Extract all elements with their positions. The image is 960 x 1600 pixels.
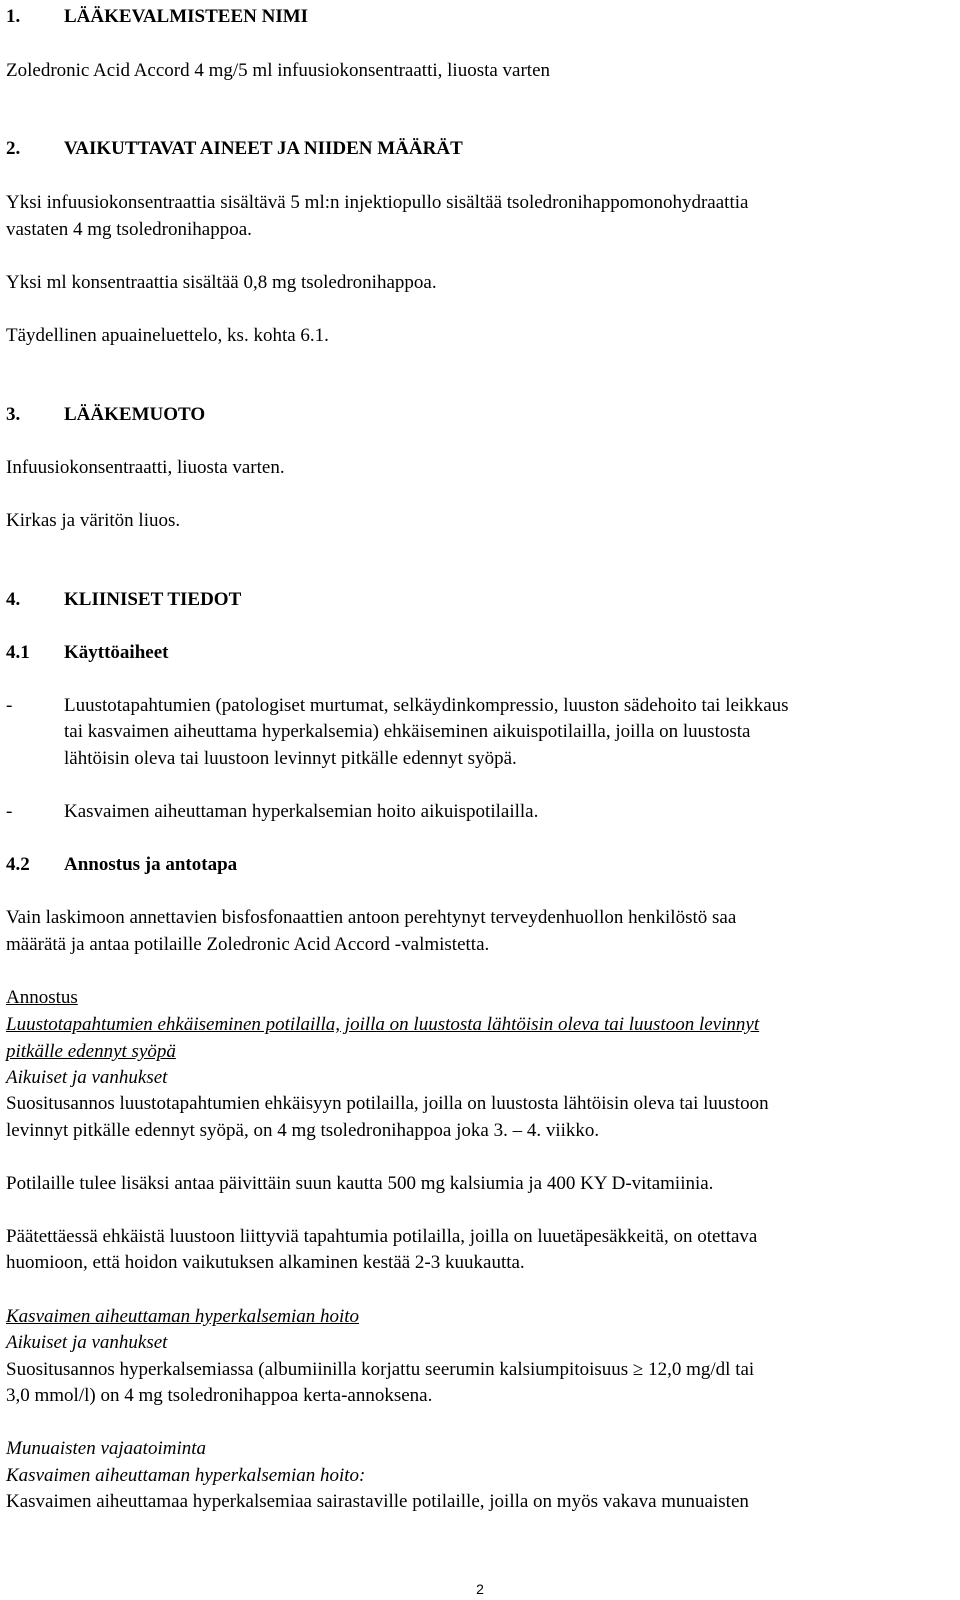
section-number: 1. [6,6,21,27]
section-title: Annostus ja antotapa [64,854,238,875]
paragraph: Yksi ml konsentraattia sisältää 0,8 mg tsoledronihappoa. [6,272,437,293]
section-title: LÄÄKEVALMISTEEN NIMI [64,6,309,27]
section-2-heading [6,139,463,158]
paragraph-line: vastaten 4 mg tsoledronihappoa. [6,219,252,240]
paragraph-line: Yksi infuusiokonsentraattia sisältävä 5 ml:n injektiopullo sisältää tsoledronihappomonohydraattia [6,192,749,213]
subheading-line: pitkälle edennyt syöpä [6,1041,176,1062]
bullet-line: Kasvaimen aiheuttaman hyperkalsemian hoito aikuispotilailla. [64,801,539,822]
bullet-line: tai kasvaimen aiheuttama hyperkalsemia) ehkäiseminen aikuispotilailla, joilla on luustosta [64,721,751,742]
subsection-4-2-heading [6,855,237,874]
paragraph-line: Kasvaimen aiheuttamaa hyperkalsemiaa sairastaville potilaille, joilla on myös vakava munuaisten [6,1491,749,1512]
subheading-adults: Aikuiset ja vanhukset [6,1067,168,1088]
paragraph-line: määrätä ja antaa potilaille Zoledronic Acid Accord -valmistetta. [6,934,490,955]
paragraph: Kirkas ja väritön liuos. [6,510,181,531]
subsection-4-1-heading [6,643,168,662]
bullet-line: lähtöisin oleva tai luustoon levinnyt pitkälle edennyt syöpä. [64,748,517,769]
paragraph: Potilaille tulee lisäksi antaa päivittäin suun kautta 500 mg kalsiumia ja 400 KY D-vitamiinia. [6,1173,714,1194]
paragraph-line: Suositusannos luustotapahtumien ehkäisyyn potilailla, joilla on luustosta lähtöisin oleva tai luustoon [6,1093,769,1114]
subheading-renal: Munuaisten vajaatoiminta [6,1438,207,1459]
section-3-heading [6,405,205,424]
paragraph-line: huomioon, että hoidon vaikutuksen alkaminen kestää 2-3 kuukautta. [6,1252,525,1273]
paragraph-line: levinnyt pitkälle edennyt syöpä, on 4 mg tsoledronihappoa joka 3. – 4. viikko. [6,1120,600,1141]
subheading-hypercalcemia: Kasvaimen aiheuttaman hyperkalsemian hoito [6,1306,360,1327]
section-number: 4.2 [6,854,30,875]
section-4-heading [6,590,241,609]
section-number: 4.1 [6,642,30,663]
paragraph: Infuusiokonsentraatti, liuosta varten. [6,457,285,478]
section-number: 4. [6,589,21,610]
bullet-dash: - [6,695,13,716]
section-title: Käyttöaiheet [64,642,169,663]
paragraph: Täydellinen apuaineluettelo, ks. kohta 6.1. [6,325,329,346]
subheading-adults: Aikuiset ja vanhukset [6,1332,168,1353]
paragraph-line: Päätettäessä ehkäistä luustoon liittyviä tapahtumia potilailla, joilla on luuetäpesäkkeitä, on otettava [6,1226,758,1247]
subheading-annostus: Annostus [6,987,78,1008]
section-title: KLIINISET TIEDOT [64,589,242,610]
section-title: VAIKUTTAVAT AINEET JA NIIDEN MÄÄRÄT [64,138,463,159]
bullet-line: Luustotapahtumien (patologiset murtumat, selkäydinkompressio, luuston sädehoito tai leikkaus [64,695,789,716]
paragraph-line: Vain laskimoon annettavien bisfosfonaattien antoon perehtynyt terveydenhuollon henkilöstö saa [6,907,737,928]
bullet-dash: - [6,801,13,822]
paragraph-line: Suositusannos hyperkalsemiassa (albumiinilla korjattu seerumin kalsiumpitoisuus ≥ 12,0 mg/dl tai [6,1359,755,1380]
product-name: Zoledronic Acid Accord 4 mg/5 ml infuusiokonsentraatti, liuosta varten [6,60,551,81]
paragraph-line: 3,0 mmol/l) on 4 mg tsoledronihappoa kerta-annoksena. [6,1385,433,1406]
subheading-renal-sub: Kasvaimen aiheuttaman hyperkalsemian hoito: [6,1465,366,1486]
section-1-heading [6,7,308,26]
subheading-line: Luustotapahtumien ehkäiseminen potilailla, joilla on luustosta lähtöisin oleva tai luustoon levinnyt [6,1014,760,1035]
section-number: 3. [6,404,21,425]
section-number: 2. [6,138,21,159]
page-number: 2 [476,1581,484,1597]
section-title: LÄÄKEMUOTO [64,404,206,425]
